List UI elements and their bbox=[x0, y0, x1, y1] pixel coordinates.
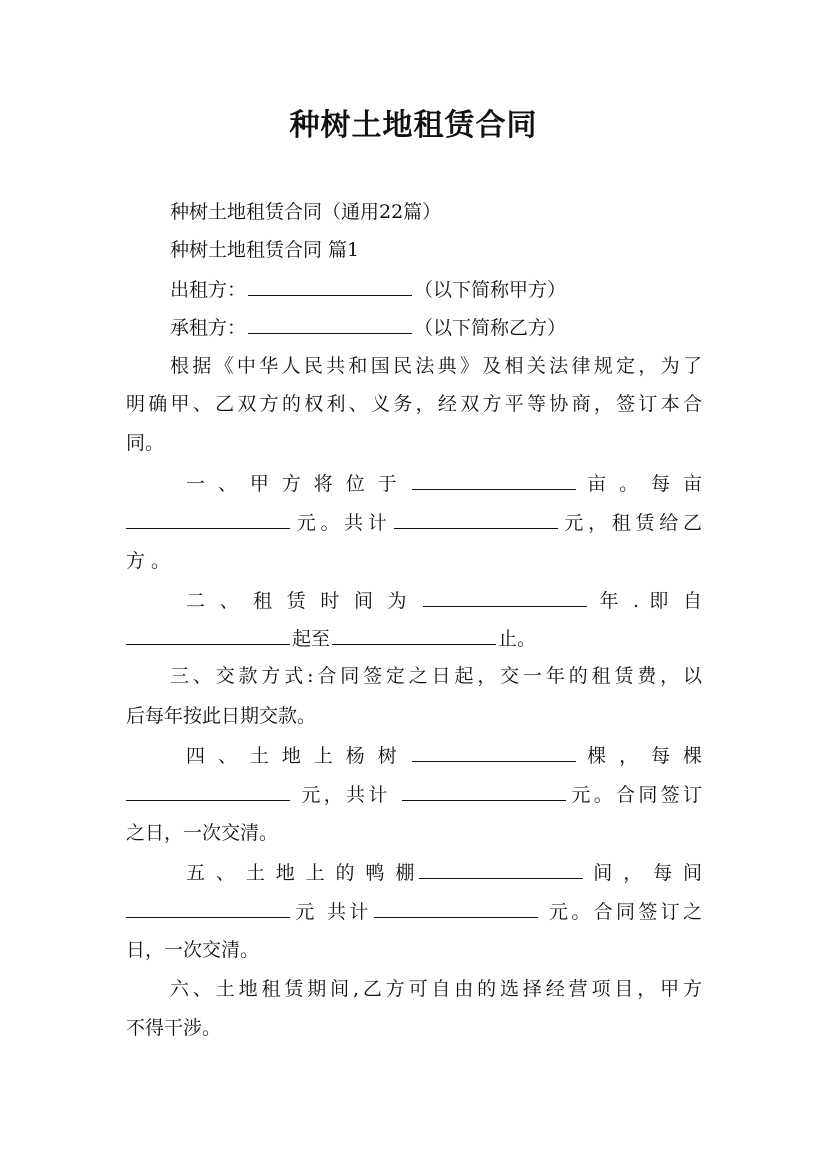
clause2-blank-3 bbox=[332, 626, 496, 645]
clause5-text-a: 五 、 土 地 上 的 鸭 棚 bbox=[186, 862, 417, 884]
lessor-note: （以下简称甲方） bbox=[414, 279, 567, 301]
clause4-text-c: 元，共计 bbox=[301, 784, 391, 806]
clause2-text-d: 止。 bbox=[498, 628, 537, 650]
clause1-line-2 bbox=[126, 510, 702, 535]
clause6-line-2: 不得干涉。 bbox=[126, 1017, 222, 1039]
clause2-line-2 bbox=[126, 626, 702, 651]
lessor-line bbox=[170, 277, 702, 302]
lessee-line bbox=[170, 315, 702, 340]
preamble-line-1: 根据《中华人民共和国民法典》及相关法律规定，为了 bbox=[170, 355, 702, 377]
clause2-text-c: 起至 bbox=[292, 628, 331, 650]
clause5-text-d: 元。合同签订之 bbox=[549, 901, 702, 923]
clause5-text-b: 间 ， 每 间 bbox=[593, 862, 703, 884]
clause1-text-b: 亩 。 每 亩 bbox=[587, 473, 702, 495]
clause5-blank-3 bbox=[374, 899, 538, 918]
clause4-line-1 bbox=[186, 743, 702, 768]
clause4-blank-2 bbox=[126, 782, 290, 801]
clause5-blank-2 bbox=[126, 899, 290, 918]
lessee-label: 承租方： bbox=[170, 317, 247, 339]
lessor-label: 出租方： bbox=[170, 279, 247, 301]
preamble-line-3: 同。 bbox=[126, 432, 165, 454]
lessor-blank bbox=[248, 277, 412, 296]
clause5-line-3: 日，一次交清。 bbox=[126, 939, 260, 961]
clause3-line-2: 后每年按此日期交款。 bbox=[126, 705, 317, 727]
clause4-text-d: 元。合同签订 bbox=[568, 784, 702, 806]
clause1-line-3: 方 。 bbox=[126, 550, 171, 572]
clause1-blank-3 bbox=[394, 510, 558, 529]
clause2-text-a: 二 、 租 赁 时 间 为 bbox=[186, 590, 411, 612]
clause4-blank-3 bbox=[402, 782, 566, 801]
clause5-text-c: 元 共计 bbox=[292, 901, 372, 923]
clause1-blank-2 bbox=[126, 510, 290, 529]
clause2-line-1 bbox=[186, 588, 702, 613]
clause5-line-2 bbox=[126, 899, 702, 924]
clause2-blank-1 bbox=[423, 588, 587, 607]
clause4-line-3: 之日，一次交清。 bbox=[126, 822, 279, 844]
lessee-blank bbox=[248, 315, 412, 334]
preamble-line-2: 明确甲、乙双方的权利、义务，经双方平等协商，签订本合 bbox=[126, 393, 702, 415]
clause2-blank-2 bbox=[126, 626, 290, 645]
clause5-blank-1 bbox=[419, 860, 583, 879]
clause3-line-1: 三、交款方式:合同签定之日起，交一年的租赁费，以 bbox=[170, 665, 702, 687]
clause1-blank-1 bbox=[412, 471, 576, 490]
clause4-text-a: 四 、 土 地 上 杨 树 bbox=[186, 745, 401, 767]
clause6-line-1: 六、土地租赁期间,乙方可自由的选择经营项目，甲方 bbox=[170, 978, 702, 1000]
clause5-line-1 bbox=[186, 860, 702, 885]
lessee-note: （以下简称乙方） bbox=[414, 317, 567, 339]
document-subtitle: 种树土地租赁合同（通用22篇） bbox=[170, 201, 442, 223]
section-heading: 种树土地租赁合同 篇1 bbox=[170, 239, 360, 261]
clause4-text-b: 棵 ， 每 棵 bbox=[587, 745, 702, 767]
clause4-blank-1 bbox=[412, 743, 576, 762]
clause1-text-d: 元，租赁给乙 bbox=[559, 512, 702, 534]
clause2-text-b: 年 . 即 自 bbox=[599, 590, 702, 612]
document-title: 种树土地租赁合同 bbox=[289, 108, 538, 143]
clause1-text-a: 一 、 甲 方 将 位 于 bbox=[186, 473, 401, 495]
clause1-line-1 bbox=[186, 471, 702, 496]
clause4-line-2 bbox=[126, 782, 702, 807]
clause1-text-c: 元。共计 bbox=[292, 512, 392, 534]
